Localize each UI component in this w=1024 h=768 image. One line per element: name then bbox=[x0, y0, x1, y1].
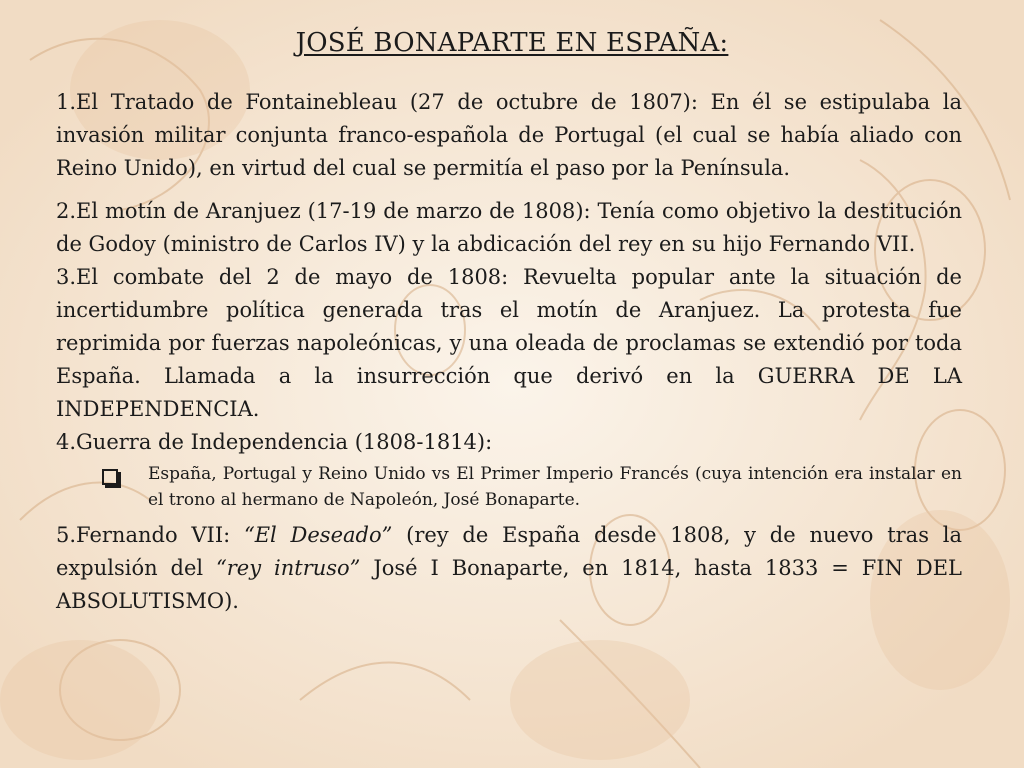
item-heading: 1.El Tratado de Fontainebleau bbox=[56, 90, 398, 114]
item-motin-aranjuez bbox=[56, 195, 962, 261]
item-text: Revuelta popular ante la situación de incertidumbre política generada tras el motín de Aranjuez. La protesta fue reprimida por fuerzas napoleónicas, y una oleada de proclamas se extendió por toda España. Llamada a la insurrección que derivó en la GUERRA DE LA INDEPENDENCIA. bbox=[56, 265, 962, 421]
slide-title: JOSÉ BONAPARTE EN ESPAÑA: bbox=[295, 28, 729, 58]
item-quote: “El Deseado” bbox=[230, 523, 393, 547]
slide-content bbox=[56, 86, 962, 618]
item-heading: 2.El motín de Aranjuez bbox=[56, 199, 301, 223]
item-heading: 4.Guerra de Independencia (1808-1814): bbox=[56, 430, 493, 454]
item-quote: “rey intruso” bbox=[216, 556, 361, 580]
item-guerra-independencia bbox=[56, 426, 962, 459]
list-item bbox=[102, 461, 962, 513]
item-text: (rey de España desde 1808, y de nuevo tras la expulsión del bbox=[56, 523, 962, 580]
square-bullet-icon bbox=[102, 469, 118, 485]
bullet-text: España, Portugal y Reino Unido vs El Primer Imperio Francés (cuya intención era instalar en el trono al hermano de Napoleón, José Bonaparte. bbox=[148, 464, 962, 510]
item-fernando-vii bbox=[56, 519, 962, 618]
item-text: (27 de octubre de 1807): En él se estipulaba la invasión militar conjunta franco-española de Portugal (el cual se había aliado con Reino Unido), en virtud del cual se permitía el paso por la Península. bbox=[56, 90, 962, 180]
item-text: José I Bonaparte, en 1814, hasta 1833 = FIN DEL ABSOLUTISMO). bbox=[56, 556, 962, 613]
item-tratado-fontainebleau bbox=[56, 86, 962, 185]
item-heading: 3.El combate del 2 de mayo de 1808: bbox=[56, 265, 509, 289]
item-combate-2-mayo bbox=[56, 261, 962, 426]
item-heading: 5.Fernando VII: bbox=[56, 523, 231, 547]
item-text: (17-19 de marzo de 1808): Tenía como objetivo la destitución de Godoy (ministro de Carlos IV) y la abdicación del rey en su hijo Fernando VII. bbox=[56, 199, 963, 256]
